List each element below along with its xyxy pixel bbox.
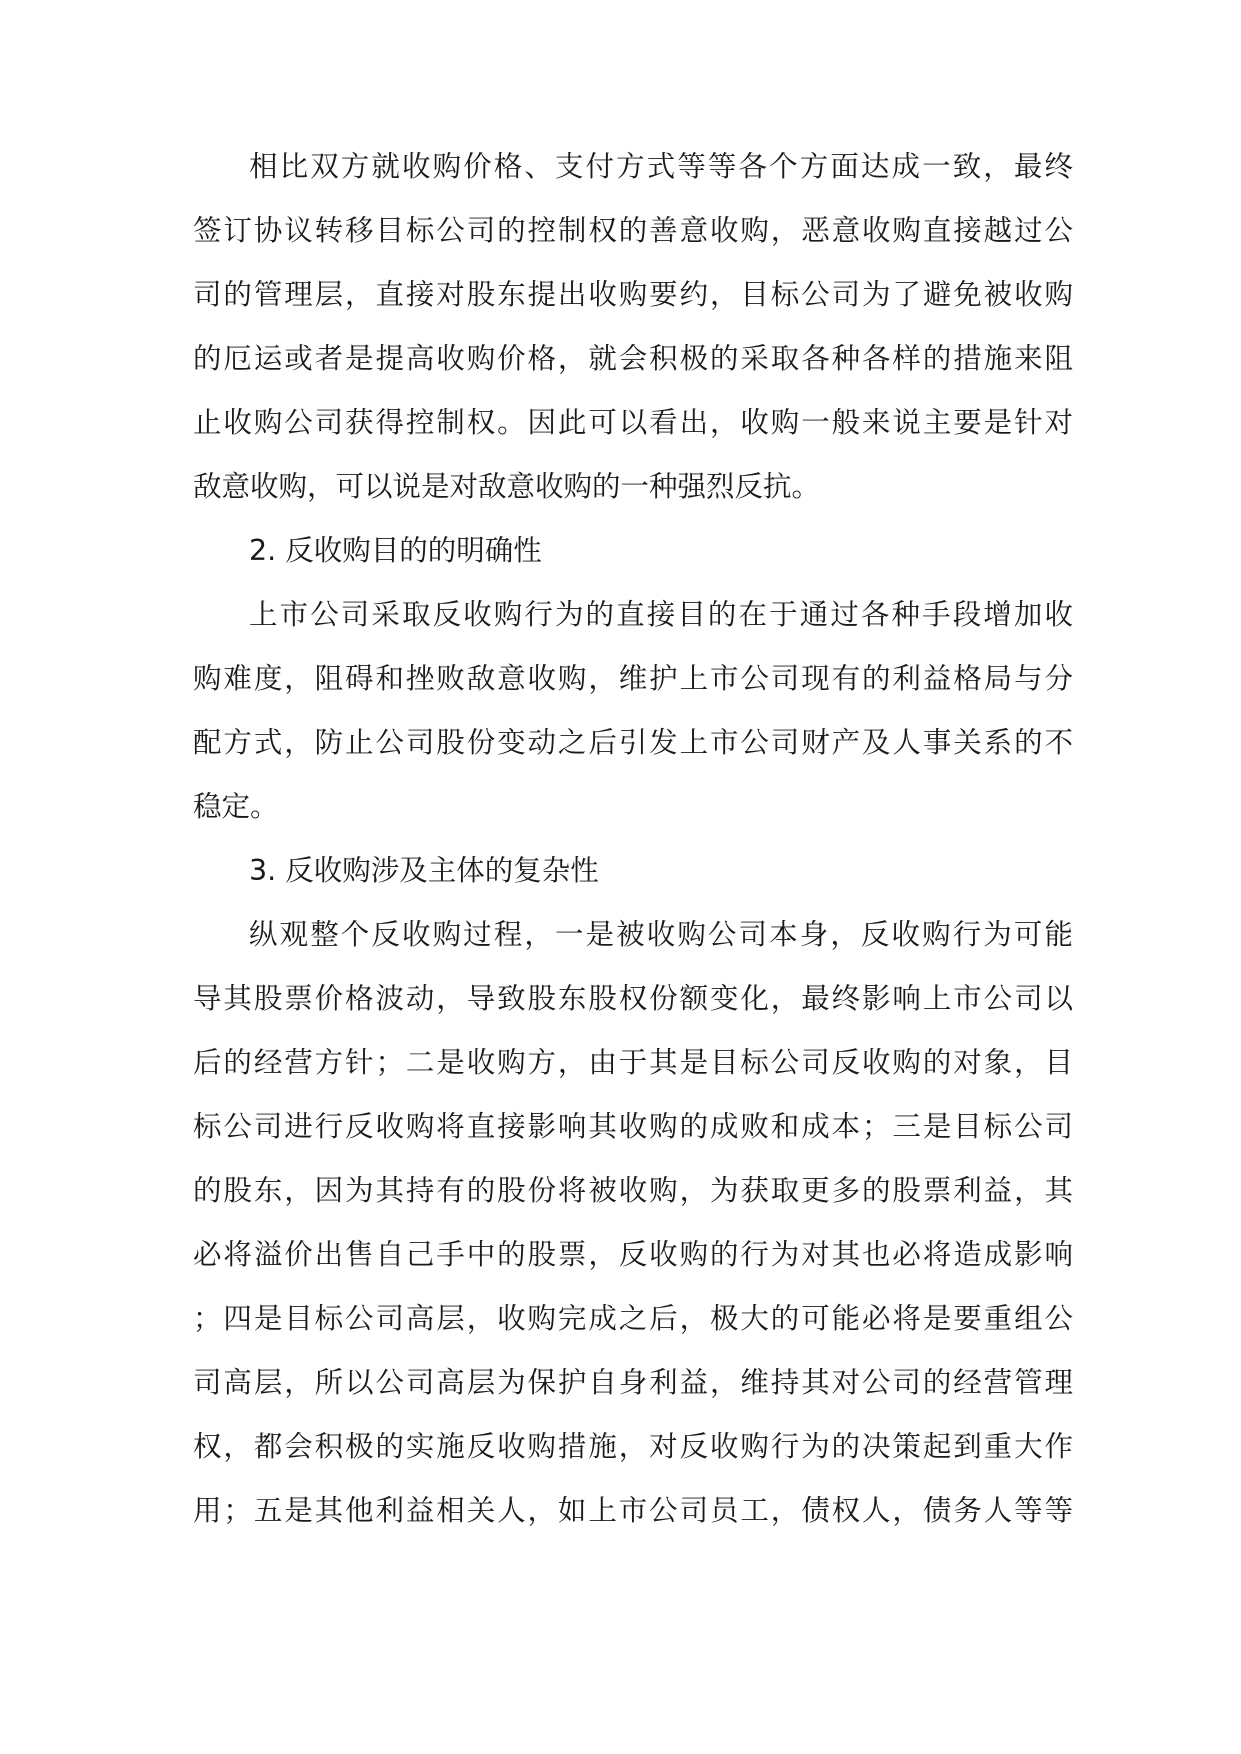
section-heading: 2. 反收购目的的明确性 [249,534,542,567]
paragraph-line: 的厄运或者是提高收购价格，就会积极的采取各种各样的措施来阻 [193,342,1073,375]
paragraph-line: 上市公司采取反收购行为的直接目的在于通过各种手段增加收 [249,598,1073,631]
paragraph-line: 纵观整个反收购过程，一是被收购公司本身，反收购行为可能 [249,918,1073,951]
paragraph-line: ；四是目标公司高层，收购完成之后，极大的可能必将是要重组公 [193,1302,1073,1335]
paragraph-line: 购难度，阻碍和挫败敌意收购，维护上市公司现有的利益格局与分 [193,662,1073,695]
paragraph-line: 止收购公司获得控制权。因此可以看出，收购一般来说主要是针对 [193,406,1073,439]
paragraph-line: 权，都会积极的实施反收购措施，对反收购行为的决策起到重大作 [193,1430,1073,1463]
paragraph-line: 司高层，所以公司高层为保护自身利益，维持其对公司的经营管理 [193,1366,1073,1399]
paragraph-line: 标公司进行反收购将直接影响其收购的成败和成本；三是目标公司 [193,1110,1073,1143]
section-heading: 3. 反收购涉及主体的复杂性 [249,854,599,887]
paragraph-line: 稳定。 [193,790,279,823]
paragraph-line: 必将溢价出售自己手中的股票，反收购的行为对其也必将造成影响 [193,1238,1073,1271]
paragraph-line: 导其股票价格波动，导致股东股权份额变化，最终影响上市公司以 [193,982,1073,1015]
paragraph-line: 配方式，防止公司股份变动之后引发上市公司财产及人事关系的不 [193,726,1073,759]
paragraph-line: 相比双方就收购价格、支付方式等等各个方面达成一致，最终 [249,150,1073,183]
paragraph-line: 的股东，因为其持有的股份将被收购，为获取更多的股票利益，其 [193,1174,1073,1207]
paragraph-line: 签订协议转移目标公司的控制权的善意收购，恶意收购直接越过公 [193,214,1073,247]
paragraph-line: 后的经营方针；二是收购方，由于其是目标公司反收购的对象，目 [193,1046,1073,1079]
paragraph-line: 敌意收购，可以说是对敌意收购的一种强烈反抗。 [193,470,821,503]
paragraph-line: 用；五是其他利益相关人，如上市公司员工，债权人，债务人等等 [193,1494,1073,1527]
paragraph-line: 司的管理层，直接对股东提出收购要约，目标公司为了避免被收购 [193,278,1073,311]
